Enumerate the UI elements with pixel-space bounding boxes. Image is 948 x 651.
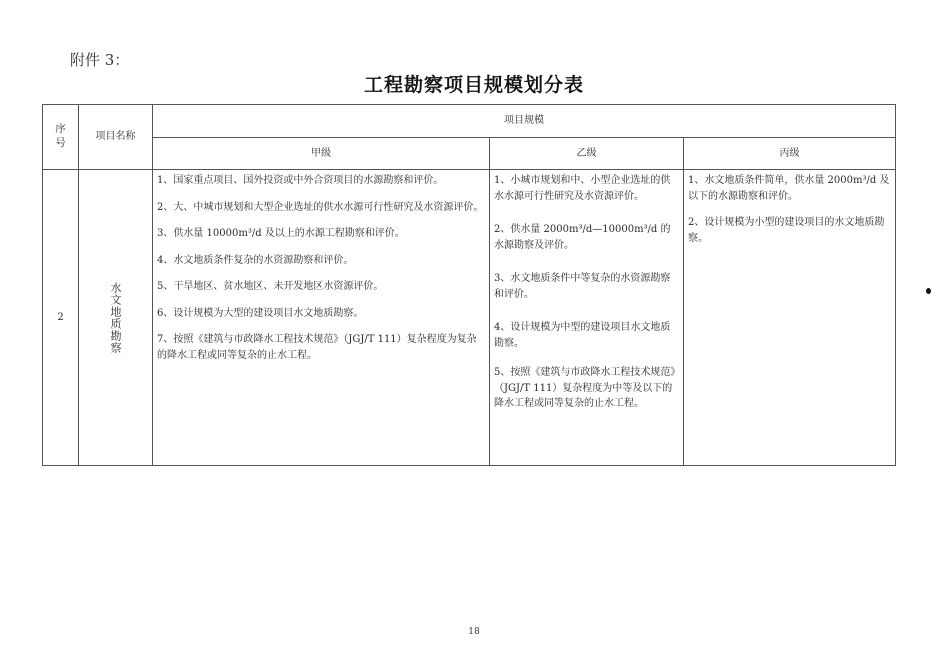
header-project-name: 项目名称: [79, 105, 153, 170]
scale-table: [42, 104, 896, 466]
header-seq: [43, 105, 79, 170]
row-project-name-cell: [79, 170, 153, 466]
grade-b-item: 3、水文地质条件中等复杂的水资源勘察和评价。: [494, 273, 671, 300]
page-title: 工程勘察项目规模划分表: [363, 74, 584, 96]
grade-b-item: 4、设计规模为中型的建设项目水文地质勘察。: [494, 322, 671, 349]
grade-c-cell: [684, 170, 896, 466]
page-number: 18: [468, 627, 480, 637]
grade-b-cell: [490, 170, 684, 466]
grade-a-item: 7、按照《建筑与市政降水工程技术规范》（JGJ/T 111）复杂程度为复杂的降水工程或同等复杂的止水工程。: [157, 334, 477, 361]
header-grade-c: 丙级: [684, 138, 896, 170]
grade-c-item: 1、水文地质条件简单，供水量 2000m³/d 及以下的水源勘察和评价。: [688, 175, 890, 202]
grade-a-item: 2、大、中城市规划和大型企业选址的供水水源可行性研究及水资源评价。: [157, 201, 484, 213]
grade-b-item: 2、供水量 2000m³/d—10000m³/d 的水源勘察及评价。: [494, 224, 671, 251]
header-grade-a: 甲级: [153, 138, 490, 170]
grade-b-item: 5、按照《建筑与市政降水工程技术规范》（JGJ/T 111）复杂程度为中等及以下的降水工程或同等复杂的止水工程。: [494, 367, 676, 409]
row-seq: 2: [43, 170, 79, 466]
grade-a-item: 3、供水量 10000m³/d 及以上的水源工程勘察和评价。: [157, 228, 405, 239]
grade-a-item: 5、干旱地区、贫水地区、未开发地区水资源评价。: [157, 281, 384, 292]
grade-c-item: 2、设计规模为小型的建设项目的水文地质勘察。: [688, 217, 885, 244]
header-scale: 项目规模: [153, 105, 896, 138]
grade-a-item: 6、设计规模为大型的建设项目水文地质勘察。: [157, 307, 364, 319]
row-project-name: 水文地质勘察: [109, 281, 123, 354]
attachment-label: 附件 3：: [70, 51, 130, 69]
grade-a-cell: [153, 170, 490, 466]
header-grade-b: 乙级: [490, 138, 684, 170]
grade-a-item: 1、国家重点项目、国外投资或中外合资项目的水源勘察和评价。: [157, 175, 444, 186]
grade-a-item: 4、水文地质条件复杂的水资源勘察和评价。: [157, 254, 354, 266]
grade-b-item: 1、小城市规划和中、小型企业选址的供水水源可行性研究及水资源评价。: [494, 175, 671, 202]
header-seq-label: 序号: [55, 123, 66, 149]
scan-mark: [926, 288, 931, 294]
